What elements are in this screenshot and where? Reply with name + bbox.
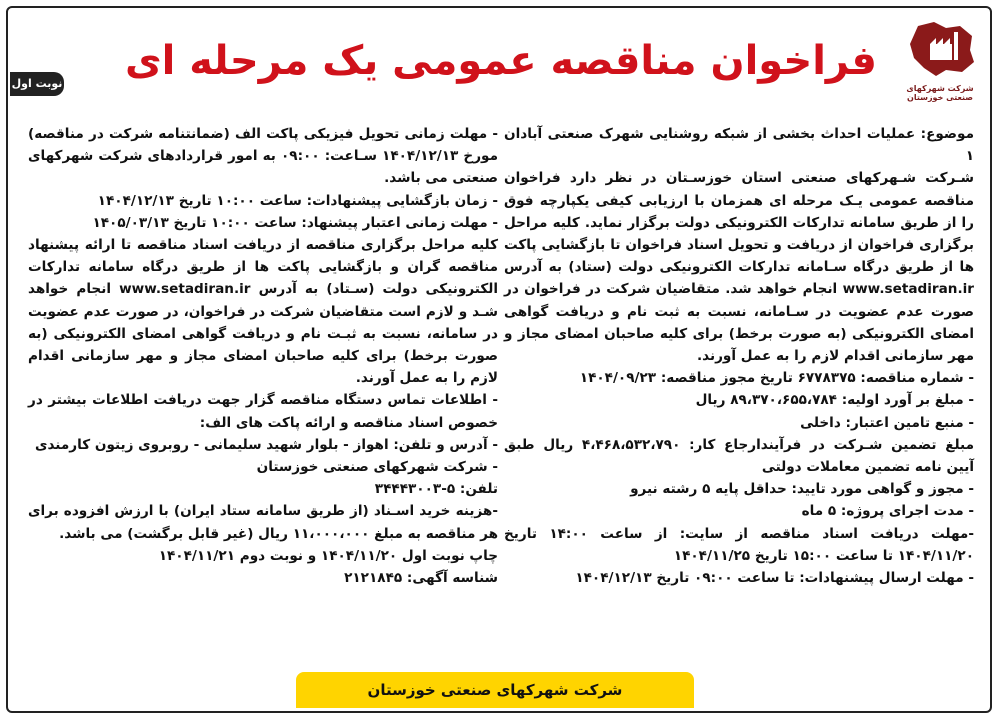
notice-frame	[6, 6, 992, 713]
tender-number-line: - شماره مناقصه: ۶۷۷۸۳۷۵ تاریخ مجوز مناقصه: ۱۴۰۴/۰۹/۲۳	[579, 370, 974, 387]
document-deadline-line: -مهلت دریافت اسناد مناقصه از سایت: از ساعت ۱۴:۰۰ تاریخ ۱۴۰۴/۱۱/۲۰ تا ساعت ۱۵:۰۰ تاریخ ۱۴۰۴/۱۱/۲۵	[504, 525, 974, 564]
envelope-delivery-line: - مهلت زمانی تحویل فیزیکی پاکت الف (ضمانتنامه شرکت در مناقصه) مورخ ۱۴۰۴/۱۲/۱۳ سـاعت: ۰۹:۰۰ به امور قراردادهای شرکت شهرکهای صنعتی می باشد.	[28, 126, 498, 187]
right-column	[504, 123, 974, 589]
guarantee-line: مبلغ تضمین شـرکت در فرآیندارجاع کار: ۴،۴۶۸،۵۳۲،۷۹۰ ریال طبق آیین نامه تضمین معاملات دولتی	[504, 436, 974, 476]
submission-deadline-line: - مهلت ارسال پیشنهادات: تا ساعت ۰۹:۰۰ تاریخ ۱۴۰۴/۱۲/۱۳	[575, 570, 974, 587]
process-paragraph: کلیه مراحل برگزاری مناقصه از دریافت اسناد مناقصه تا ارائه پیشنهاد مناقصه گران و بازگشایی پاکت ها از طریق درگاه سامانه تدارکات الکترونیکی دولت (سـتاد) به آدرس www.setadiran.ir انجام خواهد شـد و لازم است متقاضیان شرکت در فراخوان، در صورت عدم عضویت در سامانه، نسبت به ثبـت نام و دریافت گواهی امضای الکترونیکی (به صورت برخط) برای کلیه صاحبان امضای مجاز و مهر سازمانی اقدام لازم را به عمل آورند.	[28, 237, 498, 387]
company-line: - شرکت شهرکهای صنعتی خوزستان	[256, 459, 498, 476]
funding-line: - منبع تامین اعتبار: داخلی	[800, 414, 974, 431]
company-logo	[900, 18, 980, 108]
iran-map-factory-icon	[900, 18, 980, 82]
left-column	[28, 123, 498, 589]
print-dates-line: چاپ نوبت اول ۱۴۰۴/۱۱/۲۰ و نوبت دوم ۱۴۰۴/۱۱/۲۱	[158, 547, 498, 564]
subject-line: موضوع: عملیات احداث بخشی از شبکه روشنایی شهرک صنعتی آبادان ۱	[504, 126, 974, 165]
contact-info-line: - اطلاعات تماس دستگاه مناقصه گزار جهت دریافت اطلاعات بیشتر در خصوص اسناد مناقصه و ارائه پاکت های الف:	[28, 392, 498, 431]
address-line: - آدرس و تلفن: اهواز - بلوار شهید سلیمانی - روبروی زیتون کارمندی	[35, 436, 498, 453]
duration-line: - مدت اجرای پروژه: ۵ ماه	[801, 503, 974, 520]
publication-badge: نوبت اول	[10, 72, 64, 96]
validity-line: - مهلت زمانی اعتبار پیشنهاد: ساعت ۱۰:۰۰ تاریخ ۱۴۰۵/۰۳/۱۳	[92, 214, 498, 231]
footer-company-banner: شرکت شهرکهای صنعتی خوزستان	[296, 672, 694, 708]
estimate-line: - مبلغ بر آورد اولیه: ۸۹،۳۷۰،۶۵۵،۷۸۴ ریال	[695, 392, 974, 409]
ad-id-line: شناسه آگهی: ۲۱۲۱۸۴۵	[344, 570, 498, 587]
document-fee-line: -هزینه خرید اسـناد (از طریق سامانه ستاد ایران) با ارزش افزوده برای هر مناقصه به مبلغ ۱۱،۰۰۰،۰۰۰ ریال (غیر قابل برگشت) می باشد.	[28, 503, 498, 542]
phone-line: تلفن: ۵-۳۴۴۴۳۰۰۳	[374, 481, 498, 498]
intro-paragraph: شـرکت شـهرکهای صنعتی استان خوزسـتان در نظر دارد فراخوان مناقصه عمومی یـک مرحله ای همزمان با ارزیابی کیفی یکپارچه فوق را از طریق سامانه تدارکات الکترونیکی دولت برگزار نماید. کلیه مراحل برگزاری فراخوان از دریافت و تحویل اسناد فراخوان تا بازگشایی پاکت ها از طریق درگاه سـامانه تدارکات الکترونیکی دولت (ستاد) به آدرس www.setadiran.ir انجام خواهد شد. متقاضیان شرکت در فراخوان در صورت عدم عضویت در سـامانه، نسبت به ثبت نام و دریافت گواهی امضای الکترونیکی (به صورت برخط) برای کلیه صاحبان امضای مجاز و مهر سازمانی اقدام لازم را به عمل آورند.	[504, 170, 974, 365]
logo-caption: شرکت شهرکهای صنعتی خوزستان	[906, 84, 974, 102]
notice-title: فراخوان مناقصه عمومی یک مرحله ای	[124, 38, 877, 84]
notice-header	[8, 8, 994, 108]
opening-time-line: - زمان بازگشایی پیشنهادات: ساعت ۱۰:۰۰ تاریخ ۱۴۰۴/۱۲/۱۳	[97, 192, 498, 209]
license-line: - مجوز و گواهی مورد تایید: حداقل پایه ۵ رشته نیرو	[630, 481, 974, 498]
